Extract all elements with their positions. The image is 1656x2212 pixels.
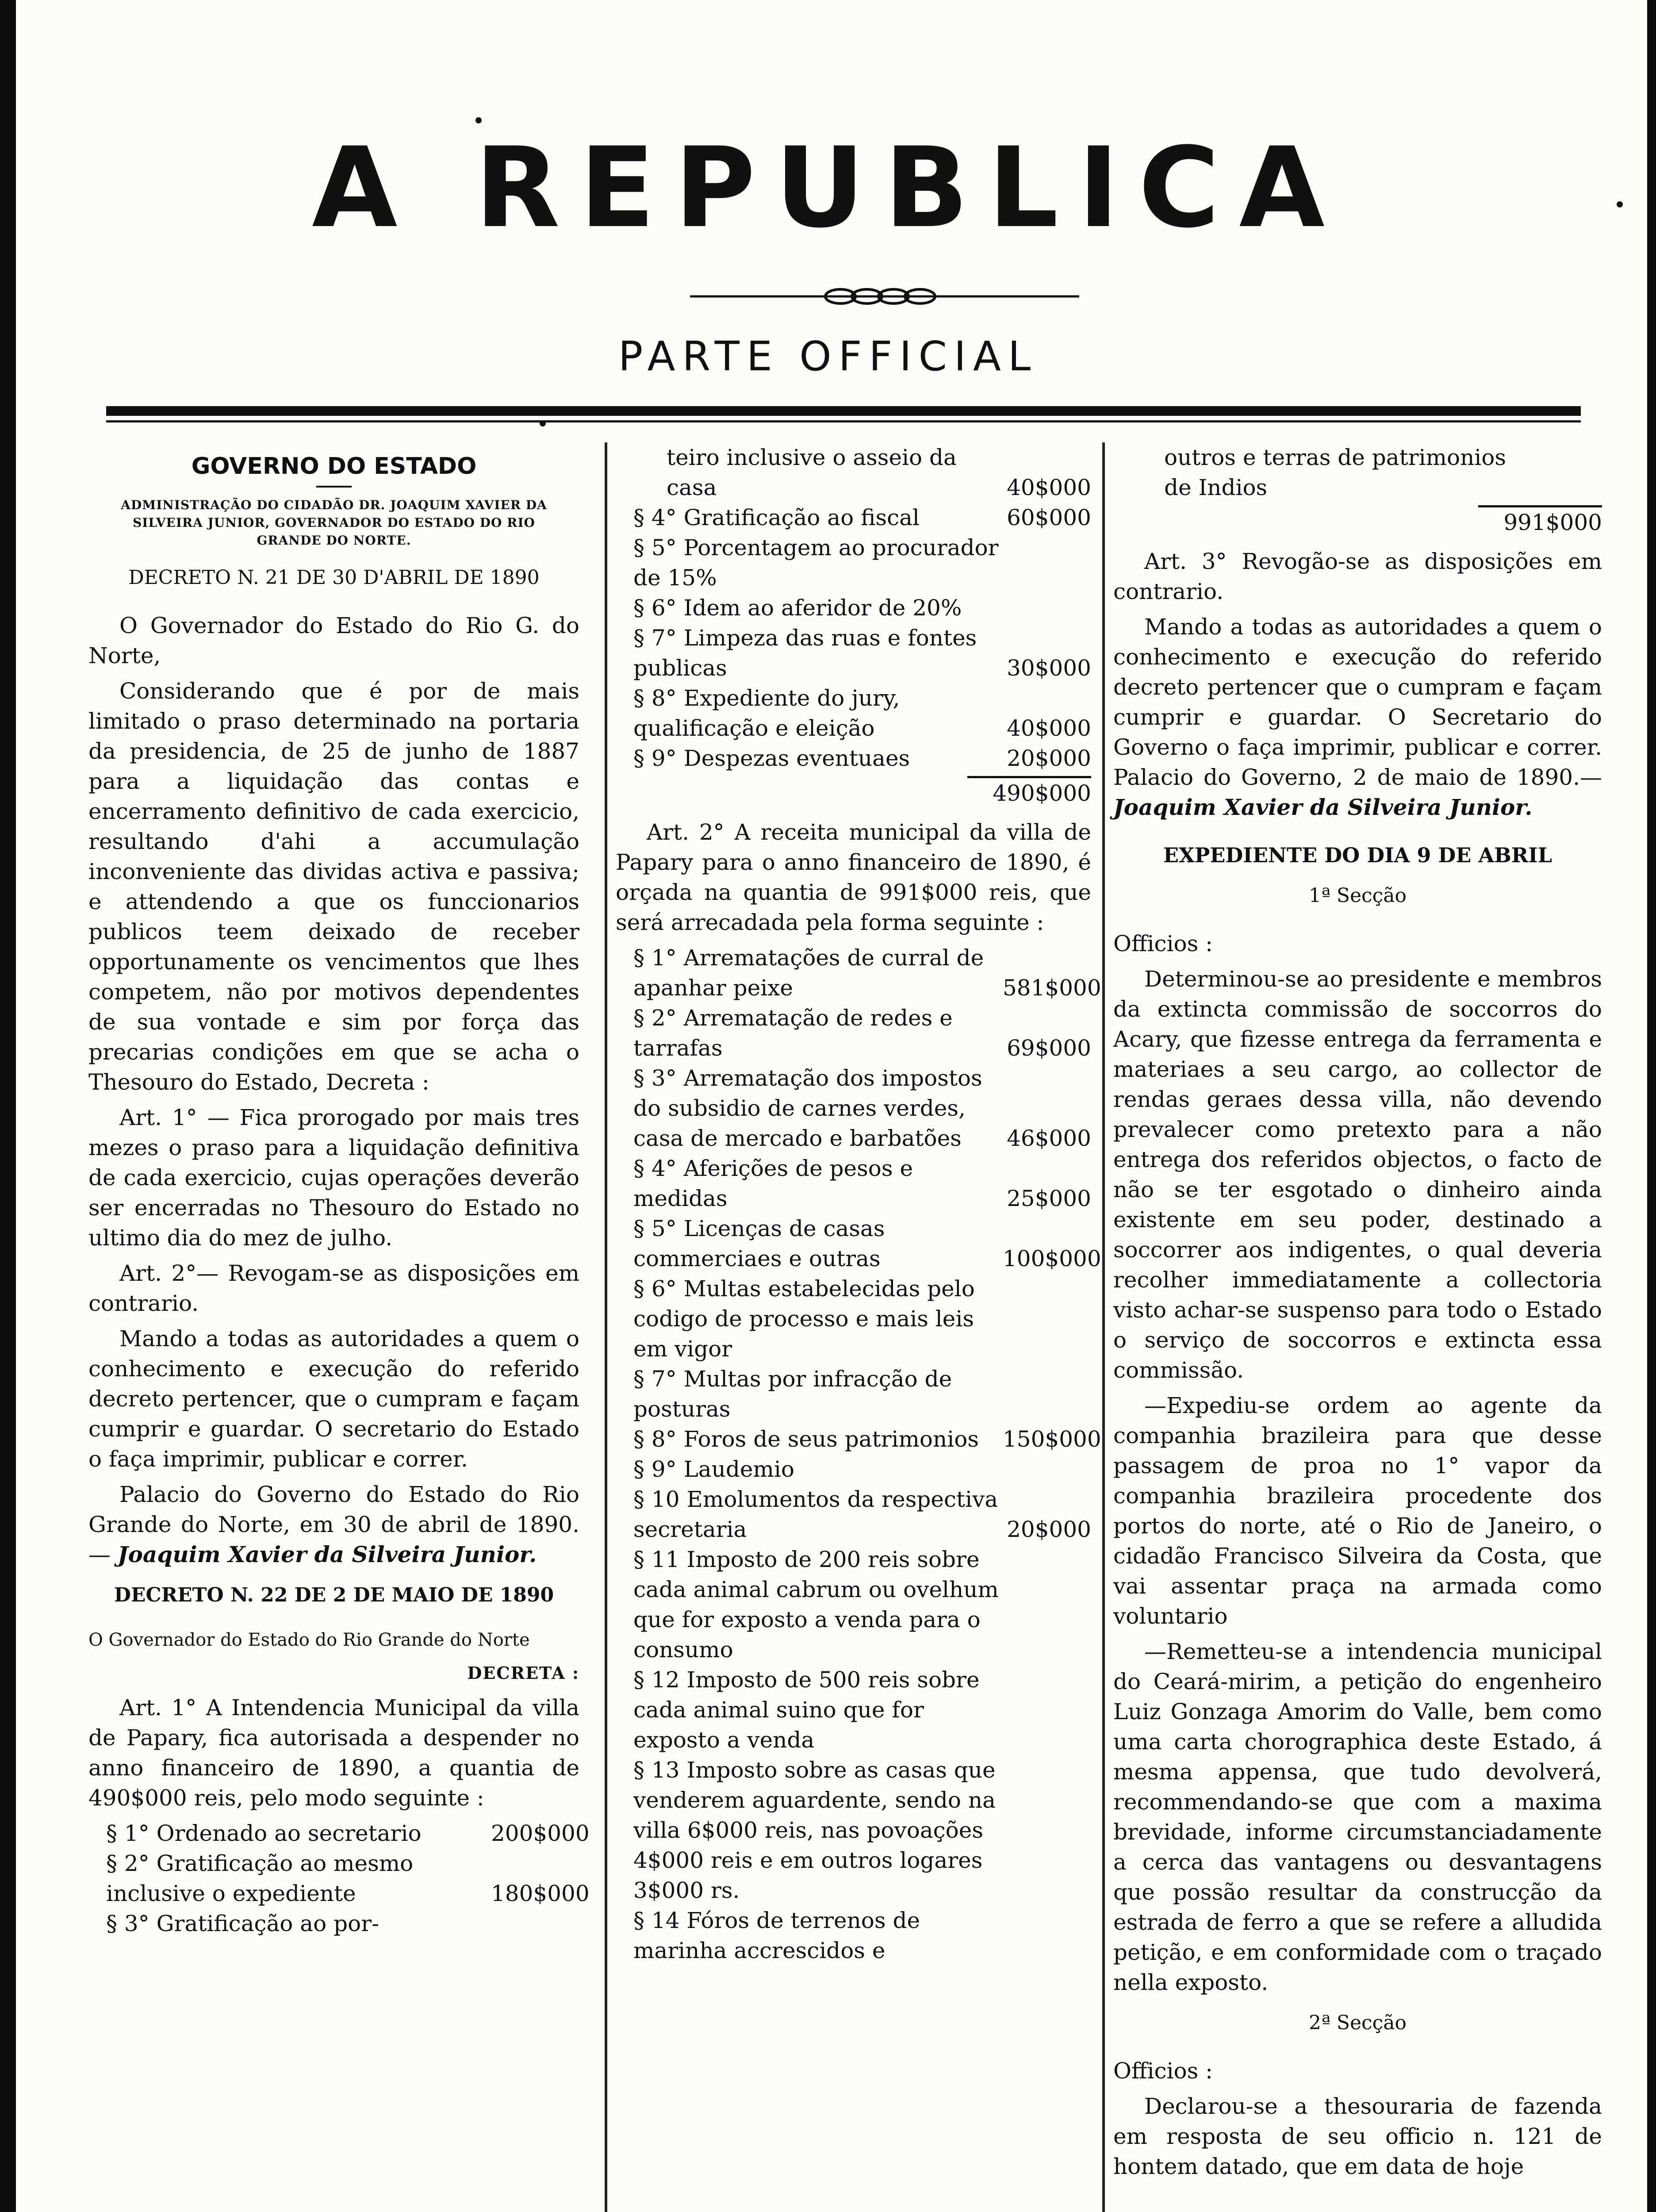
section-2-label: 2ª Secção xyxy=(1308,2012,1407,2034)
header-rule xyxy=(106,406,1581,416)
paragraph: Art. 1° — Fica prorogado por mais tres mezes o praso para a liquidação definitiva de cada exercicio, cujas operações deverão ser encerradas no Thesouro do Estado no ultimo dia do mez de julho. xyxy=(88,1105,579,1251)
item-label: § 5° Porcentagem ao procurador de 15% xyxy=(633,535,999,591)
decree-22-title: DECRETO N. 22 DE 2 DE MAIO DE 1890 xyxy=(114,1584,554,1606)
paragraph: —Remetteu-se a intendencia municipal do Ceará-mirim, a petição do engenheiro Luiz Gonzaga Amorim do Valle, bem como uma carta chorographica deste Estado, á mesma appensa, que tudo devolverá, recommendando-se que com a maxima brevidade, informe circumstanciadamente a cerca das vantagens ou desvantagens que possão resultar da construcção da estrada de ferro a que se refere a alludida petição, e em conformidade com o traçado nella exposto. xyxy=(1113,1639,1602,1995)
item-label: § 11 Imposto de 200 reis sobre cada animal cabrum ou ovelhum que for exposto a venda para o consumo xyxy=(633,1547,999,1663)
column-2 xyxy=(616,442,1101,1966)
decreta-label: DECRETA : xyxy=(467,1663,579,1683)
item-amount: 60$000 xyxy=(1007,505,1091,530)
revenue-item xyxy=(616,1003,1091,1063)
revenue-item xyxy=(616,1454,1091,1484)
heading-rule xyxy=(316,486,352,488)
scan-border-right xyxy=(1647,0,1656,2212)
item-label: § 14 Fóros de terrenos de marinha accrescidos e xyxy=(633,1908,920,1963)
paragraph: Mando a todas as autoridades a quem o conhecimento e execução do referido decreto pertencer, que o cumpram e façam cumprir e guardar. O secretario do Estado o faça imprimir, publicar e correr. xyxy=(88,1326,579,1472)
ink-speck xyxy=(475,117,482,123)
item-amount: 46$000 xyxy=(1007,1125,1091,1151)
paragraph: Declarou-se a thesouraria de fazenda em resposta de seu officio n. 121 de hontem datado, que em data de hoje xyxy=(1113,2093,1602,2179)
item-amount: 200$000 xyxy=(491,1820,590,1846)
item-label: § 6° Multas estabelecidas pelo codigo de processo e mais leis em vigor xyxy=(633,1276,975,1362)
header-rule-thin xyxy=(106,420,1581,422)
paragraph: —Expediu-se ordem ao agente da companhia brazileira para que desse passagem de proa no 1° vapor da companhia brazileira procedente dos portos do norte, até o Rio de Janeiro, o cidadão Francisco Silveira da Costa, que vai assentar praça na armada como voluntario xyxy=(1113,1393,1602,1629)
section-1-label: 1ª Secção xyxy=(1308,884,1407,907)
budget-item xyxy=(88,1909,579,1939)
paragraph-text: Palacio do Governo do Estado do Rio Grande do Norte, em 30 de abril de 1890. — xyxy=(88,1482,579,1567)
revenue-item xyxy=(616,1063,1091,1153)
revenue-item xyxy=(616,1544,1091,1665)
decree-21-title: DECRETO N. 21 DE 30 D'ABRIL DE 1890 xyxy=(128,566,540,589)
budget-item xyxy=(616,743,1091,773)
item-amount: 25$000 xyxy=(1007,1186,1091,1211)
item-amount: 20$000 xyxy=(1007,745,1091,771)
revenue-item xyxy=(616,1665,1091,1755)
item-amount: 30$000 xyxy=(1007,655,1091,681)
item-label: § 3° Gratificação ao por- xyxy=(106,1911,380,1936)
budget-item xyxy=(616,683,1091,743)
column-3 xyxy=(1113,442,1602,2187)
item-label: § 6° Idem ao aferidor de 20% xyxy=(633,595,962,621)
item-label: § 12 Imposto de 500 reis sobre cada animal suino que for exposto a venda xyxy=(633,1667,980,1753)
item-label: teiro inclusive o asseio da casa xyxy=(667,445,957,500)
revenue-item xyxy=(616,943,1101,1003)
item-label: § 10 Emolumentos da respectiva secretaria xyxy=(633,1486,998,1542)
item-label: § 9° Laudemio xyxy=(633,1456,794,1482)
item-label: § 1° Ordenado ao secretario xyxy=(106,1820,422,1846)
item-amount: 180$000 xyxy=(491,1881,590,1906)
column-divider xyxy=(1102,442,1105,2212)
item-amount: 150$000 xyxy=(1003,1426,1101,1452)
column-1 xyxy=(88,442,590,1939)
officios-label: Officios : xyxy=(1113,2058,1213,2084)
item-amount: 69$000 xyxy=(1007,1035,1091,1061)
item-amount: 40$000 xyxy=(1007,715,1091,741)
revenue-item xyxy=(616,1755,1091,1905)
item-label: § 8° Foros de seus patrimonios xyxy=(633,1426,979,1452)
signature: Joaquim Xavier da Silveira Junior. xyxy=(1113,794,1533,820)
item-amount: 20$000 xyxy=(1007,1517,1091,1542)
item-label: § 9° Despezas eventuaes xyxy=(633,745,910,771)
administration-line: ADMINISTRAÇÃO DO CIDADÃO DR. JOAQUIM XAVIER DA SILVEIRA JUNIOR, GOVERNADOR DO ESTADO DO RIO GRANDE DO NORTE. xyxy=(121,498,547,548)
decree-intro: O Governador do Estado do Rio Grande do Norte xyxy=(88,1630,530,1650)
paragraph: Art. 2°— Revogam-se as disposições em contrario. xyxy=(88,1260,579,1316)
budget-item xyxy=(616,442,1091,503)
paragraph: O Governador do Estado do Rio G. do Norte, xyxy=(88,613,579,668)
revenue-item xyxy=(616,1905,1091,1966)
item-label: § 5° Licenças de casas commerciaes e outras xyxy=(633,1216,885,1271)
paragraph-with-signature xyxy=(88,1479,579,1570)
revenue-item xyxy=(616,1214,1101,1274)
item-amount: 40$000 xyxy=(1007,475,1091,500)
item-label: § 13 Imposto sobre as casas que venderem aguardente, sendo na villa 6$000 reis, nas povoações 4$000 reis e em outros logares 3$000 rs. xyxy=(633,1757,996,1903)
item-amount: 100$000 xyxy=(1003,1246,1101,1271)
revenue-item xyxy=(616,1424,1101,1454)
column-divider xyxy=(605,442,607,2212)
item-label: § 7° Multas por infracção de posturas xyxy=(633,1366,952,1422)
item-label: § 2° Gratificação ao mesmo inclusive o expediente xyxy=(106,1851,414,1906)
budget-item xyxy=(616,533,1091,593)
item-label: § 4° Gratificação ao fiscal xyxy=(633,505,920,530)
item-label: § 3° Arrematação dos impostos do subsidio de carnes verdes, casa de mercado e barbatões xyxy=(633,1065,982,1151)
paragraph: Considerando que é por de mais limitado o praso determinado na portaria da presidencia, de 25 de junho de 1887 para a liquidação das contas e encerramento definitivo de cada exercicio, resultando d'ahi a accumulação inconveniente das dividas activa e passiva; e attendendo a que os funccionarios publicos teem deixado de receber opportunamente os vencimentos que lhes competem, não por motivos dependentes de sua vontade e sim por força das precarias condições em que se acha o Thesouro do Estado, Decreta : xyxy=(88,678,579,1095)
paragraph: Determinou-se ao presidente e membros da extincta commissão de soccorros do Acary, que fizesse entrega da ferramenta e materiaes a seu cargo, ao collector de rendas geraes dessa villa, não devendo prevalecer como pretexto para a não entrega dos referidos objectos, o facto de não se ter esgotado o dinheiro ainda existente em seu poder, destinado a soccorrer aos indigentes, o qual deveria recolher immediatamente a collectoria visto achar-se suspenso para todo o Estado o serviço de soccorros e extincta essa commissão. xyxy=(1113,966,1602,1383)
paragraph: Art. 1° A Intendencia Municipal da villa de Papary, fica autorisada a despender no anno financeiro de 1890, a quantia de 490$000 reis, pelo modo seguinte : xyxy=(88,1695,579,1811)
expenditure-total: 490$000 xyxy=(967,776,1091,808)
signature: Joaquim Xavier da Silveira Junior. xyxy=(117,1541,537,1567)
item-label: outros e terras de patrimonios de Indios xyxy=(1164,445,1506,500)
budget-item xyxy=(616,623,1091,683)
revenue-item xyxy=(616,1153,1091,1214)
revenue-item xyxy=(616,1364,1091,1424)
revenue-total: 991$000 xyxy=(1478,505,1602,538)
paragraph: Art. 2° A receita municipal da villa de Papary para o anno financeiro de 1890, é orçada na quantia de 991$000 reis, que será arrecadada pela forma seguinte : xyxy=(616,819,1091,935)
budget-item xyxy=(88,1848,590,1909)
revenue-item xyxy=(1113,442,1602,503)
paragraph: Art. 3° Revogão-se as disposições em contrario. xyxy=(1113,549,1602,604)
paragraph-text: Mando a todas as autoridades a quem o conhecimento e execução do referido decreto pertencer que o cumpram e façam cumprir e guardar. O Secretario do Governo o faça imprimir, publicar e correr. Palacio do Governo, 2 de maio de 1890.— xyxy=(1113,614,1602,790)
budget-item xyxy=(616,593,1091,623)
government-heading: GOVERNO DO ESTADO xyxy=(191,453,477,480)
revenue-item xyxy=(616,1484,1091,1544)
section-title: PARTE OFFICIAL xyxy=(618,333,1038,380)
budget-item xyxy=(88,1818,590,1848)
expediente-title: EXPEDIENTE DO DIA 9 DE ABRIL xyxy=(1163,843,1552,867)
officios-label: Officios : xyxy=(1113,931,1213,956)
masthead-title: A REPUBLICA xyxy=(312,123,1344,252)
ornament-divider xyxy=(690,283,1079,310)
item-label: § 7° Limpeza das ruas e fontes publicas xyxy=(633,625,977,681)
paragraph-with-signature xyxy=(1113,612,1602,822)
budget-item xyxy=(616,503,1091,533)
scan-border-left xyxy=(0,0,16,2212)
item-amount: 581$000 xyxy=(1003,975,1101,1001)
revenue-item xyxy=(616,1274,1091,1364)
item-label: § 8° Expediente do jury, qualificação e eleição xyxy=(633,685,900,741)
item-label: § 1° Arrematações de curral de apanhar peixe xyxy=(633,945,984,1001)
item-label: § 4° Aferições de pesos e medidas xyxy=(633,1156,913,1211)
item-label: § 2° Arrematação de redes e tarrafas xyxy=(633,1005,953,1061)
